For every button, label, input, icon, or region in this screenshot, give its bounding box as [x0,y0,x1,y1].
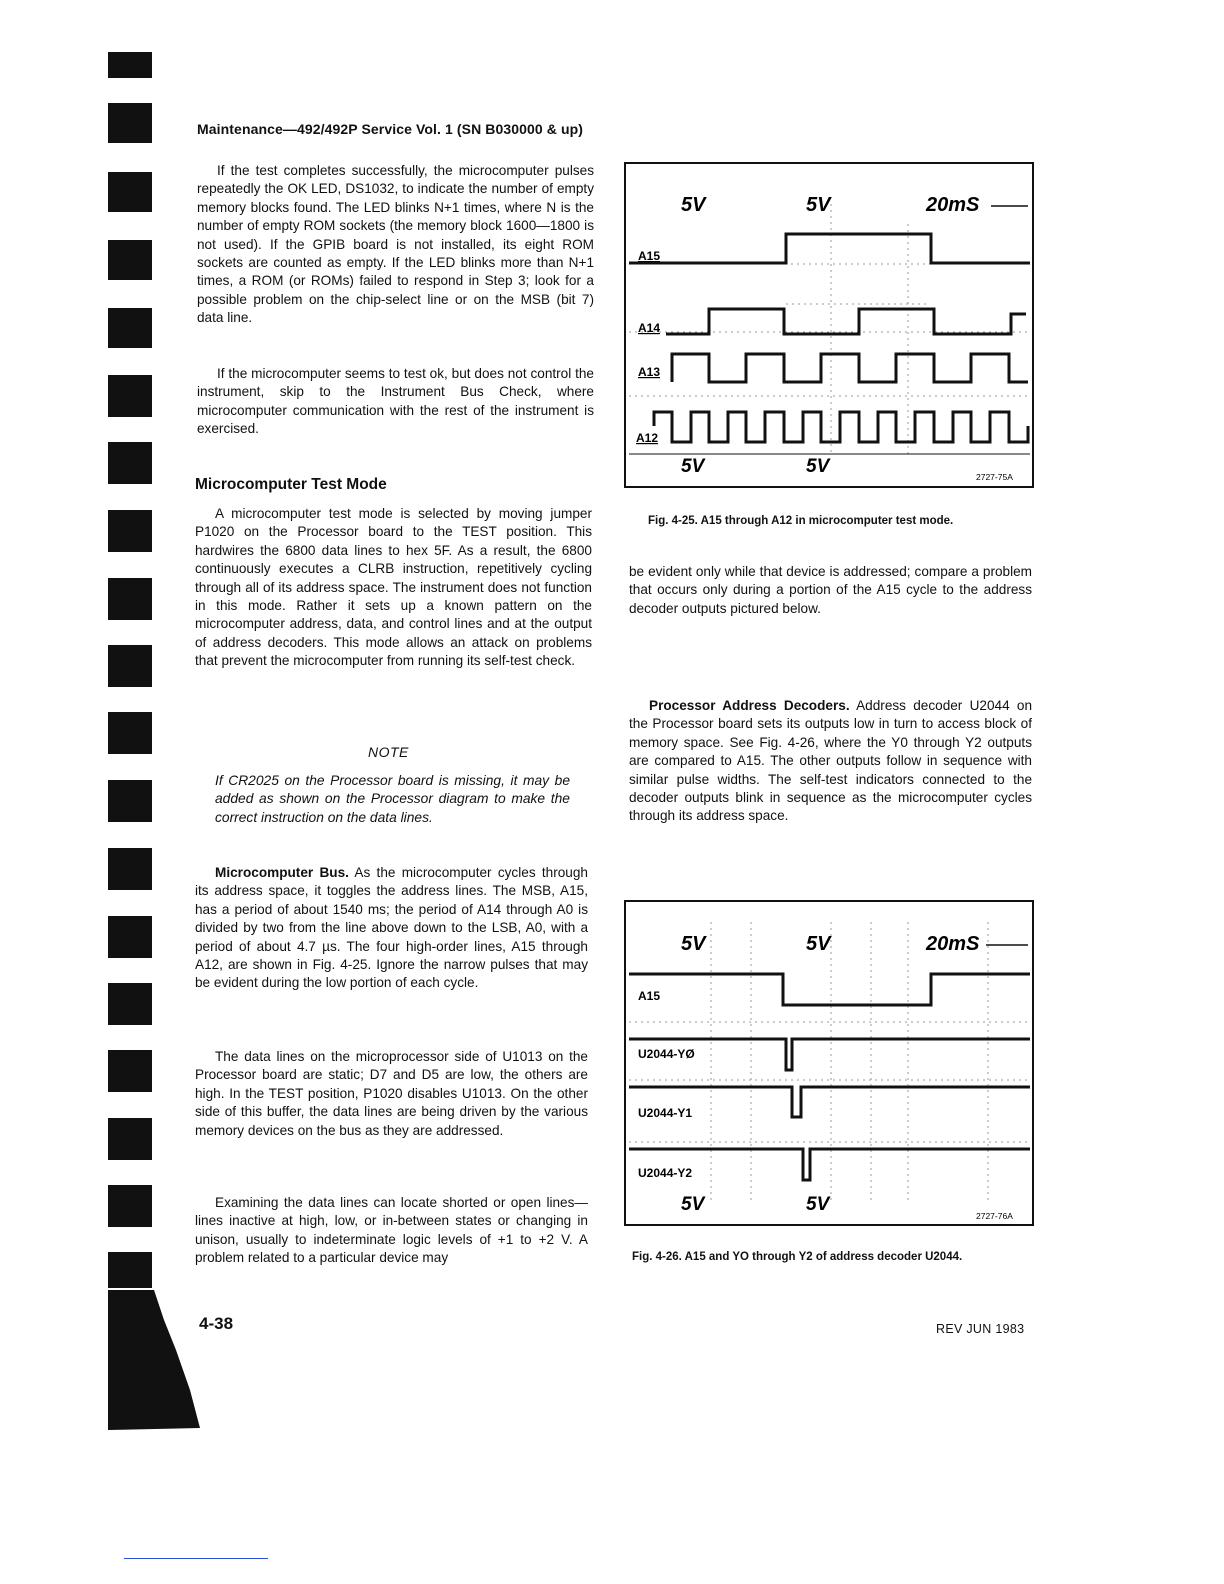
paragraph-text: As the microcomputer cycles through its address space, it toggles the address lines. The MSB, A15, has a period of about 1540 ms; the period of A14 through A0 is divided by two from the line above down to the LSB, A0, with a period of about 4.7 µs. The four high-order lines, A15 through A12, are shown in Fig. 4-25. Ignore the narrow pulses that may be evident during the low portion of each cycle. [195,865,588,991]
binder-mark [108,103,152,143]
binder-mark [108,645,152,687]
note-body: If CR2025 on the Processor board is missing, it may be added as shown on the Processor diagram to make the correct instruction on the data lines. [215,773,570,825]
trace-label-a12: A12 [636,431,659,445]
binder-mark [108,510,152,552]
revision-date: REV JUN 1983 [936,1322,1025,1336]
paragraph: be evident only while that device is addressed; compare a problem that occurs only during a portion of the A15 cycle to the address decoder outputs pictured below. [629,564,1032,616]
footer-rule [124,1558,268,1559]
volts-label: 5V [806,194,831,216]
binder-mark [108,780,152,822]
binder-mark [108,916,152,958]
paragraph [629,697,1032,826]
binder-edge [104,1290,204,1430]
binder-mark [108,578,152,620]
scope-display [626,164,1032,486]
binder-mark [108,442,152,484]
binder-mark [108,1252,152,1288]
volts-label: 5V [681,933,706,955]
page-header: Maintenance—492/492P Service Vol. 1 (SN B030000 & up) [197,121,584,137]
paragraph: If the test completes successfully, the microcomputer pulses repeatedly the OK LED, DS1032, to indicate the number of empty memory blocks found. The LED blinks N+1 times, where N is the number of empty ROM sockets (the memory block 1600—1800 is not used). If the GPIB board is not installed, its eight ROM sockets are counted as empty. If the LED blinks more than N+1 times, a ROM (or ROMs) failed to respond in Step 3; look for a possible problem on the chip-select line or on the MSB (bit 7) data line. [197,163,594,326]
paragraph: If the microcomputer seems to test ok, but does not control the instrument, skip to the Instrument Bus Check, where microcomputer communication with the rest of the instrument is exercised. [197,366,594,437]
paragraph-lead: Microcomputer Bus. [215,865,349,880]
trace-label-y0: U2044-YØ [638,1047,695,1061]
binder-mark [108,848,152,890]
paragraph-lead: Processor Address Decoders. [649,698,850,713]
volts-label: 5V [681,456,705,477]
trace-label-y1: U2044-Y1 [638,1106,693,1120]
oscilloscope-figure-4-26 [624,900,1034,1226]
binder-mark [108,52,152,78]
volts-label: 5V [806,456,830,477]
binder-mark [108,240,152,280]
oscilloscope-figure-4-25 [624,162,1034,488]
paragraph: A microcomputer test mode is selected by moving jumper P1020 on the Processor board to the TEST position. This hardwires the 6800 data lines to hex 5F. As a result, the 6800 continuously executes a CLRB instruction, repetitively cycling through all of its address space. The instrument does not function in this mode. Rather it sets up a known pattern on the microcomputer address, data, and control lines and at the output of address decoders. This mode allows an attack on problems that prevent the microcomputer from running its self-test check. [195,506,592,669]
waveform-a13 [672,354,1028,382]
timebase-label: 20mS [926,194,980,216]
scope-display [626,902,1032,1224]
binder-mark [108,1118,152,1160]
binder-mark [108,712,152,754]
volts-label: 5V [806,1194,830,1215]
note-title: NOTE [368,744,409,760]
binder-mark [108,308,152,348]
trace-label-y2: U2044-Y2 [638,1166,693,1180]
waveform-a15 [629,974,1030,1005]
figure-id: 2727-75A [976,472,1013,482]
figure-id: 2727-76A [976,1211,1013,1221]
binder-mark [108,1185,152,1227]
figure-caption: Fig. 4-25. A15 through A12 in microcomputer test mode. [648,515,954,527]
paragraph [195,864,588,993]
timebase-label: 20mS [926,933,980,955]
binder-mark [108,983,152,1025]
paragraph-text: Address decoder U2044 on the Processor board sets its outputs low in turn to access block of memory space. See Fig. 4-26, where the Y0 through Y2 outputs are compared to A15. The other outputs follow in sequence with similar pulse widths. The self-test indicators connected to the decoder outputs blink in sequence as the microcomputer cycles through its address space. [629,698,1033,824]
binder-mark [108,1050,152,1092]
section-heading: Microcomputer Test Mode [195,476,387,493]
binder-mark [108,172,152,212]
waveform-a15 [629,234,1030,263]
volts-label: 5V [681,1194,705,1215]
trace-label-a15: A15 [638,989,661,1003]
waveform-a14 [666,309,1026,334]
trace-label-a15: A15 [638,249,661,263]
binder-mark [108,375,152,417]
trace-label-a14: A14 [638,321,661,335]
waveform-a12 [654,412,1028,442]
page-number: 4-38 [199,1314,234,1333]
trace-label-a13: A13 [638,365,661,379]
paragraph: The data lines on the microprocessor side of U1013 on the Processor board are static; D7 and D5 are low, the others are high. In the TEST position, P1020 disables U1013. On the other side of this buffer, the data lines are being driven by the various memory devices on the bus as they are addressed. [195,1049,588,1138]
paragraph: Examining the data lines can locate shorted or open lines—lines inactive at high, low, or in-between states or changing in unison, usually to indeterminate logic levels of +1 to +2 V. A problem related to a particular device may [195,1195,588,1266]
figure-caption: Fig. 4-26. A15 and YO through Y2 of address decoder U2044. [632,1251,963,1263]
volts-label: 5V [806,933,831,955]
volts-label: 5V [681,194,706,216]
